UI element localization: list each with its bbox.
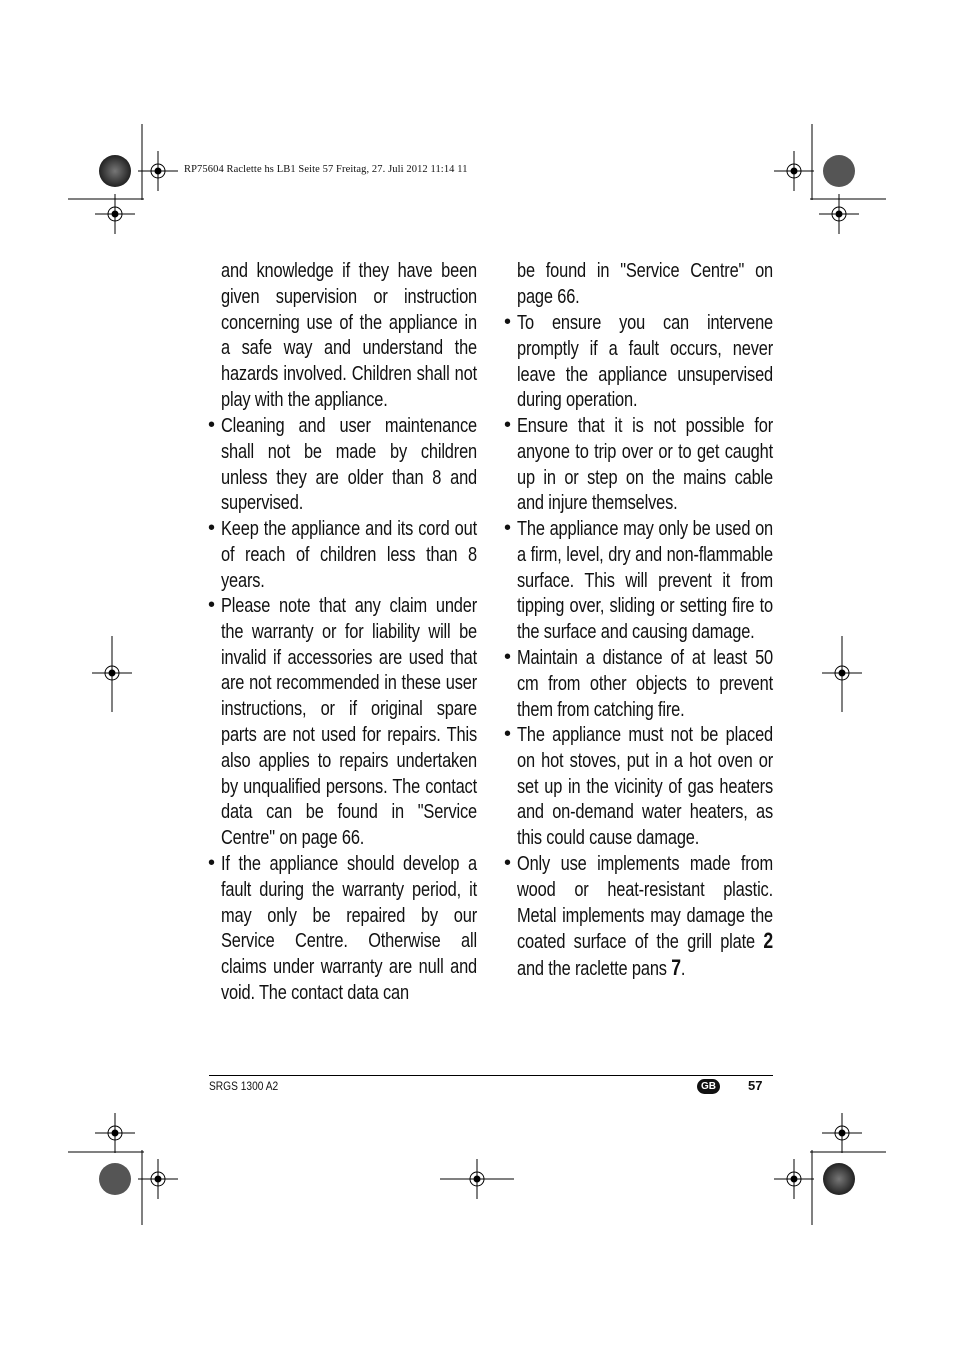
language-badge: GB [697,1079,720,1094]
gray-target-icon [823,155,855,187]
list-item [208,413,477,516]
bullet-icon: • [504,852,512,874]
list-item [208,516,477,593]
paragraph: The appliance must not be placed on hot stoves, put in a hot oven or set up in the vicinity of gas heaters and on-demand water heaters, as this could cause damage. [517,723,773,850]
paragraph [517,851,773,982]
paragraph: If the appliance should develop a fault during the warranty period, it may only be repaired by our Service Centre. Otherwise all claims under warranty are null and void. The contact data can [221,852,477,1004]
paragraph: be found in "Service Centre" on page 66. [517,259,773,308]
bullet-icon: • [208,414,216,436]
bullet-icon: • [504,414,512,436]
print-slug: RP75604 Raclette hs LB1 Seite 57 Freitag, 27. Juli 2012 11:14 11 [184,164,468,175]
list-item [221,258,477,413]
list-item [504,851,773,982]
paragraph: The appliance may only be used on a firm, level, dry and non-flammable surface. This will prevent it from tipping over, sliding or setting fire to the surface and causing damage. [517,517,773,644]
text-run: and the raclette pans [517,957,672,981]
paragraph: Please note that any claim under the warranty or for liability will be invalid if accessories are used that are not recommended in these user instructions, or if original spare parts are not used for repairs. This also applies to repairs undertaken by unqualified persons. The contact data can be found in "Service Centre" on page 66. [221,594,477,850]
list-item [504,645,773,722]
bullet-icon: • [504,517,512,539]
paragraph: Cleaning and user maintenance shall not be made by children unless they are older than 8 and supervised. [221,414,477,515]
list-item [517,258,773,310]
list-item [208,851,477,1006]
list-item [504,516,773,645]
list-item [504,310,773,413]
footer-divider [209,1075,773,1076]
bullet-icon: • [208,517,216,539]
list-item [504,413,773,516]
list-item [208,593,477,851]
paragraph: and knowledge if they have been given supervision or instruction concerning use of the appliance in a safe way and understand the hazards involved. Children shall not play with the appliance. [221,259,477,411]
list-item [504,722,773,851]
bullet-icon: • [208,852,216,874]
star-target-icon [99,155,131,187]
paragraph: Maintain a distance of at least 50 cm from other objects to prevent them from catching fire. [517,646,773,721]
bullet-icon: • [504,646,512,668]
bullet-icon: • [504,723,512,745]
bullet-icon: • [208,594,216,616]
bullet-icon: • [504,311,512,333]
star-target-icon [823,1163,855,1195]
paragraph: Ensure that it is not possible for anyone to trip over or to get caught up in or step on the mains cable and injure themselves. [517,414,773,515]
model-number: SRGS 1300 A2 [209,1079,279,1093]
text-run: . [680,957,686,981]
figure-reference: 7 [671,955,681,981]
left-column [208,258,477,1006]
figure-reference: 2 [763,928,773,954]
page-number: 57 [748,1078,763,1093]
paragraph: Keep the appliance and its cord out of reach of children less than 8 years. [221,517,477,592]
right-column [504,258,773,982]
paragraph: To ensure you can intervene promptly if a fault occurs, never leave the appliance unsupervised during operation. [517,311,773,412]
text-run: Only use implements made from wood or heat-resistant plastic. Metal implements may damage the coated surface of the grill plate [517,852,773,954]
gray-target-icon [99,1163,131,1195]
